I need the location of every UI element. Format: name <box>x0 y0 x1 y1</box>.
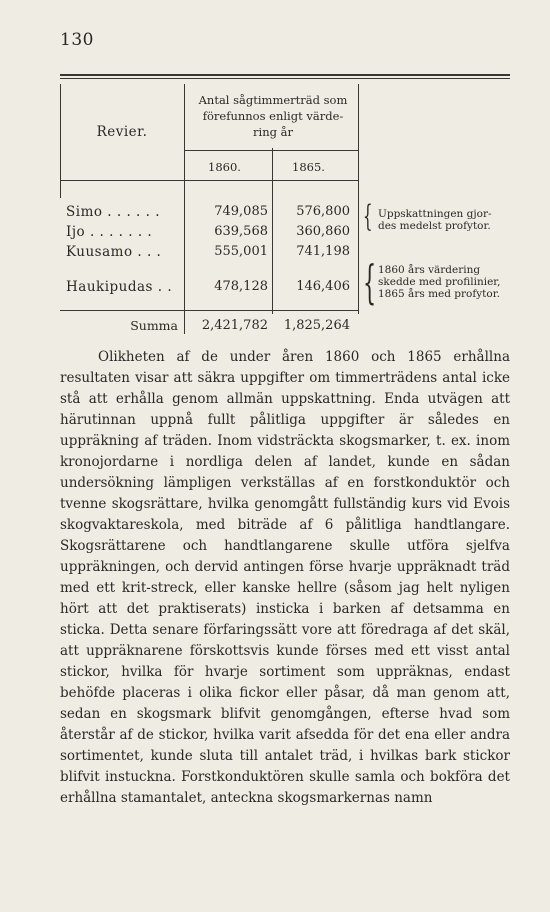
top-rule <box>60 74 510 76</box>
page-number: 130 <box>60 30 94 50</box>
year-1860: 1860. <box>208 160 241 174</box>
note-varderingar: 1860 års värdering skedde med profilinier, 1865 års med profytor. <box>378 264 501 300</box>
timber-table <box>60 80 512 340</box>
value-1860: 555,001 <box>214 244 268 259</box>
row-name: Kuusamo . . . <box>66 244 162 260</box>
row-name: Haukipudas . . <box>66 279 173 295</box>
brace-icon: { <box>363 255 377 309</box>
header-group: Antal sågtimmerträd som förefunnos enligt värde- ring år <box>198 93 348 139</box>
top-rule-thin <box>60 78 510 79</box>
brace-icon: { <box>363 199 373 234</box>
row-name: Ijo . . . . . . . <box>66 224 153 240</box>
summa-divider <box>184 314 185 334</box>
col-divider-right <box>358 84 359 314</box>
header-sub-rule <box>184 150 358 151</box>
body-paragraph: Olikheten af de under åren 1860 och 1865 erhållna resultaten visar att säkra uppgifter om timmerträdens antal icke stå att erhålla genom allmän uppskattning. Enda utvägen att härutinnan uppnå fullt pålitliga uppgifter är således en uppräkning af träden. Inom vidsträckta skogsmarker, t. ex. inom kronojordarne i nordliga delen af landet, kunde en sådan undersökning lämpligen verkställas af en forstkonduktör och tvenne skogsrättare, hvilka genomgått fullständig kurs vid Evois skogvaktareskola, med biträde af 6 pålitliga handtlangare. Skogsrättarene och handtlangarene skulle utföra sjelfva uppräkningen, och dervid antingen förse hvarje uppräknadt träd med ett krit-streck, eller kanske hellre (såsom jag helt nyligen hört att det praktiserats) insticka i barken af detsamma en sticka. Detta senare förfaringssätt vore att föredraga af det skäl, att uppräknarene förskottsvis kunde förses med ett visst antal stickor, hvilka för hvarje sortiment som uppräknas, endast behöfde placeras i olika fickor eller påsar, då man genom att, sedan en skogsmark blifvit genomgången, efterse hvad som återstår af de stickor, hvilka varit afsedda för det ena eller andra sortimentet, kunde sluta till antalet träd, i hvilkas bark stickor blifvit instuckna. Forstkonduktören skulle samla och bokföra det erhållna stamantalet, anteckna skogsmarkernas namn <box>60 349 510 806</box>
body-text <box>60 347 510 809</box>
value-1860: 749,085 <box>214 204 268 219</box>
summa-rule <box>60 310 358 311</box>
value-1865: 360,860 <box>296 224 350 239</box>
value-1860: 478,128 <box>214 279 268 294</box>
row-name: Simo . . . . . . <box>66 204 160 220</box>
col-divider-years <box>272 148 273 314</box>
value-1865: 146,406 <box>296 279 350 294</box>
summa-1865: 1,825,264 <box>283 318 350 333</box>
summa-label: Summa <box>130 318 178 333</box>
header-bottom-rule <box>60 180 358 181</box>
value-1865: 576,800 <box>296 204 350 219</box>
header-revier: Revier. <box>96 124 148 140</box>
value-1860: 639,568 <box>214 224 268 239</box>
year-1865: 1865. <box>292 160 325 174</box>
summa-1860: 2,421,782 <box>201 318 268 333</box>
note-profytor: Uppskattningen gjor- des medelst profytor. <box>378 208 492 232</box>
value-1865: 741,198 <box>296 244 350 259</box>
col-divider-revier <box>184 84 185 316</box>
